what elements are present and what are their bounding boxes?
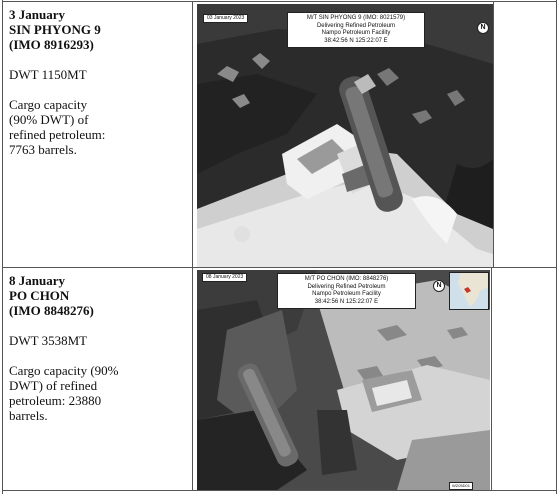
caption-line: Delivering Refined Petroleum bbox=[316, 22, 396, 29]
transfer-date: 3 January bbox=[9, 7, 65, 22]
empty-cell bbox=[493, 2, 557, 267]
vessel-name: SIN PHYONG 9 bbox=[9, 22, 101, 37]
locator-map-shape bbox=[450, 273, 488, 309]
vessel-imo: (IMO 8848276) bbox=[9, 303, 94, 318]
caption-line: 38:42:56 N 125:22:07 E bbox=[314, 298, 379, 305]
satellite-image-cell bbox=[197, 270, 490, 490]
image-date-label: 08 January 2023 bbox=[202, 273, 247, 282]
cargo-capacity-line: DWT) of refined bbox=[9, 378, 98, 393]
satellite-image bbox=[197, 270, 490, 490]
cargo-capacity-line: refined petroleum: bbox=[9, 127, 106, 142]
north-arrow-icon: N bbox=[477, 22, 489, 34]
north-arrow-icon: N bbox=[433, 280, 445, 292]
vessel-info-cell bbox=[3, 268, 193, 490]
satellite-image bbox=[197, 4, 493, 267]
cargo-capacity-line: Cargo capacity bbox=[9, 97, 88, 112]
cargo-capacity-line: 7763 barrels. bbox=[9, 142, 77, 157]
empty-cell bbox=[491, 268, 555, 490]
caption-line: M/T SIN PHYONG 9 (IMO: 8021579) bbox=[306, 15, 406, 21]
caption-line: Delivering Refined Petroleum bbox=[307, 283, 386, 290]
cargo-capacity-line: petroleum: 23880 bbox=[9, 393, 102, 408]
locator-map-icon bbox=[449, 272, 489, 310]
vessel-name: PO CHON bbox=[9, 288, 70, 303]
image-caption bbox=[277, 273, 416, 309]
caption-line: Nampo Petroleum Facility bbox=[312, 291, 381, 297]
satellite-image-cell bbox=[197, 4, 493, 267]
cargo-capacity-line: barrels. bbox=[9, 408, 48, 423]
cargo-capacity bbox=[9, 97, 186, 157]
table-row bbox=[3, 1, 556, 267]
cargo-capacity-line: Cargo capacity (90% bbox=[9, 363, 119, 378]
panel-table bbox=[2, 0, 557, 494]
image-id-label: WZ05D01 bbox=[449, 482, 473, 490]
caption-line: Nampo Petroleum Facility bbox=[321, 30, 391, 36]
cargo-capacity bbox=[9, 363, 186, 423]
vessel-dwt: DWT 1150MT bbox=[9, 67, 87, 82]
table-row bbox=[3, 267, 556, 491]
image-caption bbox=[287, 12, 425, 48]
caption-line: 38:42:56 N 125:22:07 E bbox=[324, 37, 388, 44]
cargo-capacity-line: (90% DWT) of bbox=[9, 112, 89, 127]
vessel-info-cell bbox=[3, 2, 193, 267]
image-date-label: 03 January 2023 bbox=[203, 14, 248, 23]
caption-line: M/T PO CHON (IMO: 8848276) bbox=[304, 276, 389, 282]
transfer-date: 8 January bbox=[9, 273, 65, 288]
vessel-dwt: DWT 3538MT bbox=[9, 333, 88, 348]
vessel-imo: (IMO 8916293) bbox=[9, 37, 94, 52]
